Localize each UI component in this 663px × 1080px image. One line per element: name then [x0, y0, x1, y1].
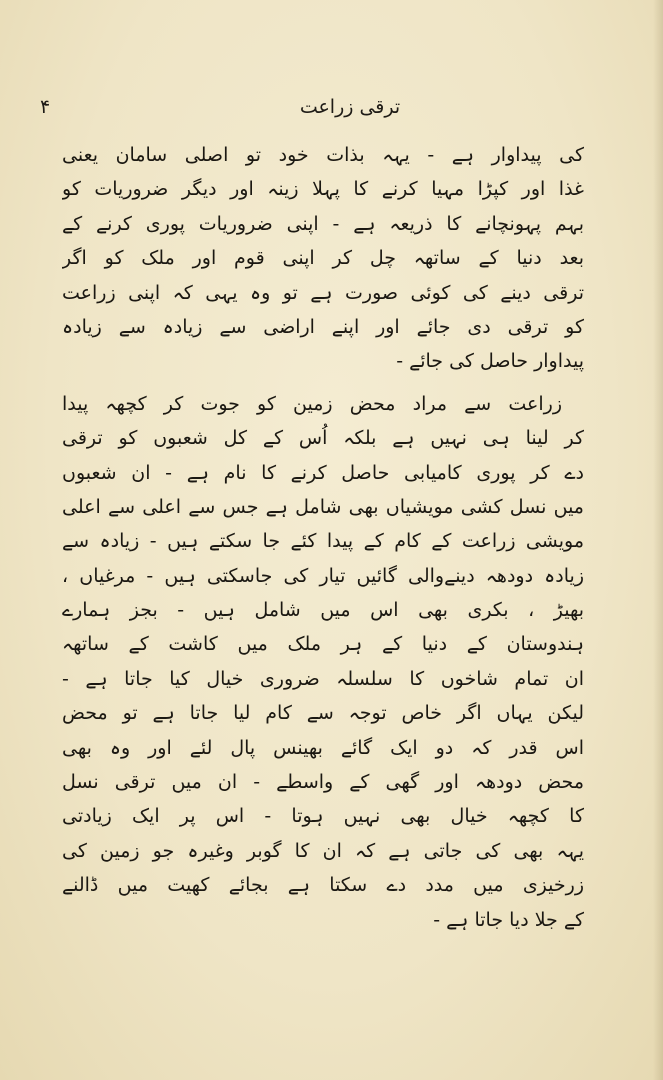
- text-line: بہم پہونچانے کا ذریعہ ہے - اپنی ضروریات پوری کرنے کے: [62, 212, 584, 235]
- text-line: بعد دنیا کے ساتھہ چل کر اپنی قوم اور ملک کو اگر: [62, 247, 584, 270]
- text-line: ترقی دینے کی کوئی صورت ہے تو وہ یہی کہ اپنی زراعت: [62, 281, 584, 304]
- page-header: [40, 96, 600, 126]
- text-line: لیکن یہاں اگر خاص توجہ سے کام لیا جاتا ہے تو محض: [62, 702, 584, 725]
- text-line: غذا اور کپڑا مہیا کرنے کا پہلا زینہ اور دیگر ضروریات کو: [62, 178, 584, 201]
- text-line: یہہ بھی کی جاتی ہے کہ ان کا گوبر وغیرہ جو زمین کی: [62, 839, 584, 862]
- page-edge-shadow: [653, 0, 663, 1080]
- text-line: ان تمام شاخوں کا سلسلہ ضروری خیال کیا جاتا ہے -: [62, 667, 584, 690]
- page-number: ۴: [40, 96, 51, 118]
- text-line: اس قدر کہ دو ایک گائے بھینس پال لئے اور وہ بھی: [62, 736, 584, 759]
- running-head: ترقی زراعت: [299, 96, 401, 118]
- text-line: کر لینا ہی نہیں ہے بلکہ اُس کے کل شعبوں کو ترقی: [62, 427, 584, 450]
- text-line: زرخیزی میں مدد دے سکتا ہے بجائے کھیت میں ڈالنے: [62, 874, 584, 897]
- body-text: [62, 138, 584, 937]
- text-line: مویشی زراعت کے کام کے پیدا کئے جا سکتے ہیں - زیادہ سے: [62, 530, 584, 553]
- paragraph-gap: [62, 379, 584, 387]
- text-line: دے کر پوری کامیابی حاصل کرنے کا نام ہے - ان شعبوں: [62, 461, 584, 484]
- paragraph-2: [62, 387, 584, 937]
- text-line: زیادہ دودھہ دینےوالی گائیں تیار کی جاسکتی ہیں - مرغیاں ،: [62, 564, 584, 587]
- paragraph-1: [62, 138, 584, 379]
- text-line: محض دودھہ اور گھی کے واسطے - ان میں ترقی نسل: [62, 771, 584, 794]
- text-line: پیداوار حاصل کی جائے -: [396, 350, 584, 373]
- text-line: زراعت سے مراد محض زمین کو جوت کر کچھہ پیدا: [62, 392, 562, 415]
- text-line: ہندوستان کے دنیا کے ہر ملک میں کاشت کے ساتھہ: [62, 633, 584, 656]
- text-line: کا کچھہ خیال بھی نہیں ہوتا - اس پر ایک زیادتی: [62, 805, 584, 828]
- text-line: کی پیداوار ہے - یہہ بذات خود تو اصلی سامان یعنی: [62, 144, 584, 166]
- text-line: کے جلا دیا جاتا ہے -: [433, 908, 584, 931]
- text-line: میں نسل کشی مویشیاں بھی شامل ہے جس سے اعلی سے اعلی: [62, 495, 584, 518]
- text-line: کو ترقی دی جائے اور اپنے اراضی سے زیادہ سے زیادہ: [62, 315, 584, 338]
- text-line: بھیڑ ، بکری بھی اس میں شامل ہیں - بجز ہمارے: [62, 599, 584, 622]
